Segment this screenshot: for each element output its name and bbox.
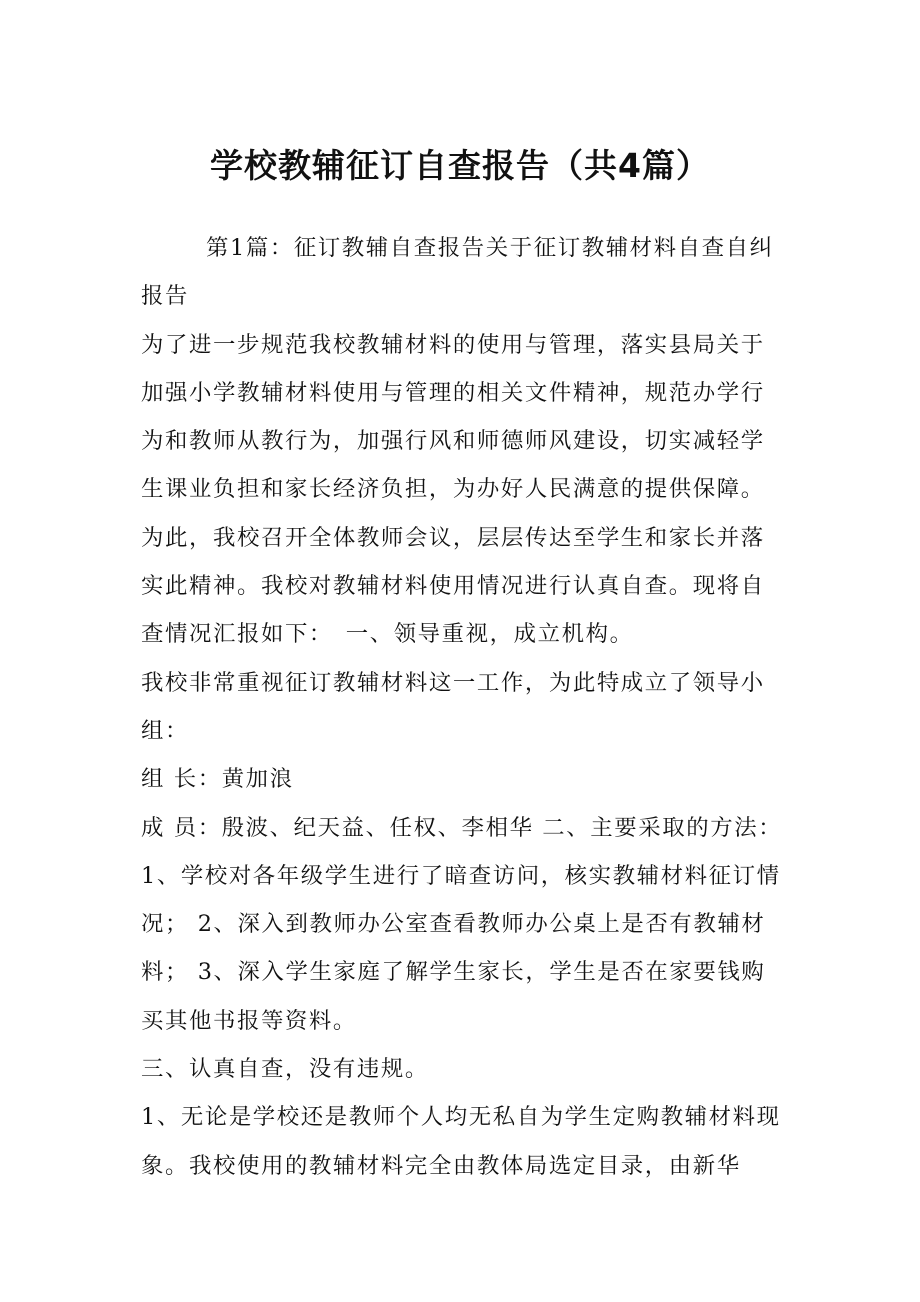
- document-title: 学校教辅征订自查报告（共4篇）: [210, 146, 710, 185]
- paragraph-point-one: 1、无论是学校还是教师个人均无私自为学生定购教辅材料现象。我校使用的教辅材料完全由教体局选定目录，由新华: [141, 1104, 781, 1179]
- paragraph-section-three: 三、认真自查，没有违规。: [141, 1056, 429, 1083]
- paragraph-leadership: 我校非常重视征订教辅材料这一工作，为此特成立了领导小组：: [141, 669, 765, 744]
- document-body: [141, 224, 786, 1190]
- paragraph-leader: 组 长：黄加浪: [141, 766, 294, 793]
- paragraph-background: 为了进一步规范我校教辅材料的使用与管理，落实县局关于加强小学教辅材料使用与管理的相关文件精神，规范办学行为和教师从教行为，加强行风和师德师风建设，切实减轻学生课业负担和家长经济负担，为办好人民满意的提供保障。为此，我校召开全体教师会议，层层传达至学生和家长并落实此精神。我校对教辅材料使用情况进行认真自查。现将自查情况汇报如下： 一、领导重视，成立机构。: [141, 331, 765, 648]
- paragraph-intro: 第1篇：征订教辅自查报告关于征订教辅材料自查自纠报告: [141, 235, 774, 310]
- paragraph-members-methods: 成 员：殷波、纪天益、任权、李相华 二、主要采取的方法：1、学校对各年级学生进行了暗查访问，核实教辅材料征订情况； 2、深入到教师办公室查看教师办公桌上是否有教辅材料； 3、深入学生家庭了解学生家长，学生是否在家要钱购买其他书报等资料。: [141, 814, 783, 1034]
